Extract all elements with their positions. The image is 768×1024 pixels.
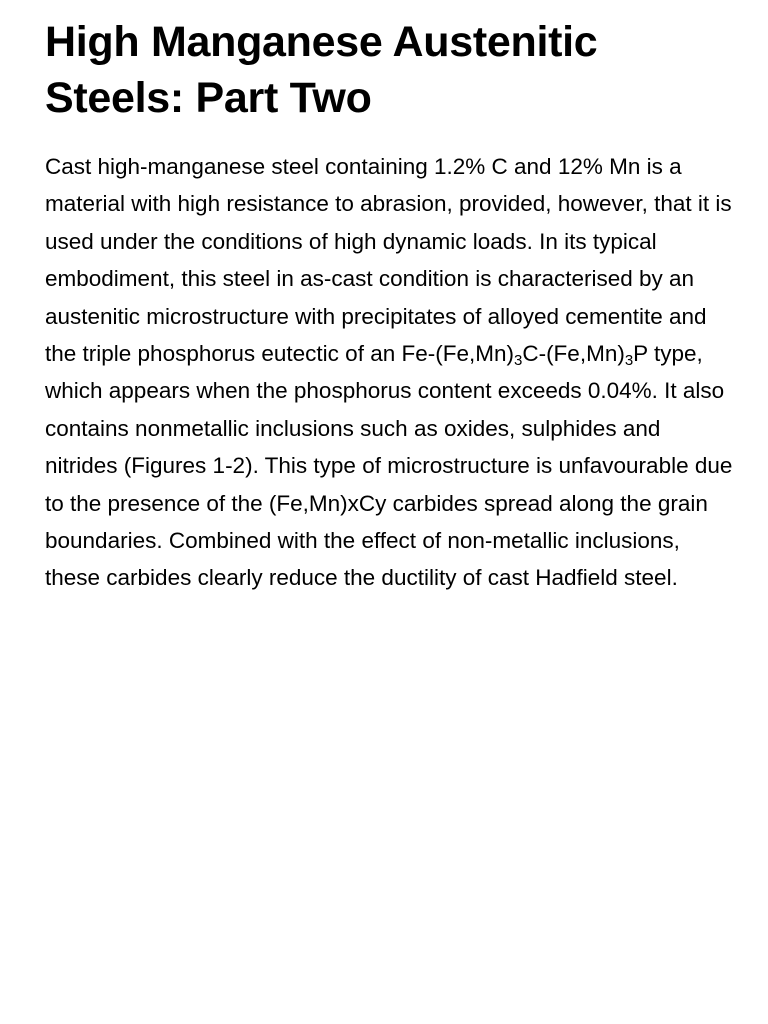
paragraph-text-part-3: P type, which appears when the phosphorus content exceeds 0.04%. It also contains nonmetallic inclusions such as oxides, sulphides and nitrides (Figures 1-2). This type of microstructure is unfavourable due to the presence of the (Fe,Mn)xCy carbides spread along the grain boundaries. Combined with the effect of non-metallic inclusions, these carbides clearly reduce the ductility of cast Hadfield steel. — [45, 341, 733, 591]
subscript-3: 3 — [513, 352, 523, 370]
subscript-3: 3 — [624, 352, 634, 370]
article-title: High Manganese Austenitic Steels: Part Two — [45, 18, 598, 122]
paragraph-text-part-1: Cast high-manganese steel containing 1.2% C and 12% Mn is a material with high resistance to abrasion, provided, however, that it is used under the conditions of high dynamic loads. In its typical embodiment, this steel in as-cast condition is characterised by an austenitic microstructure with precipitates of alloyed cementite and the triple phosphorus eutectic of an Fe-(Fe,Mn) — [45, 154, 732, 367]
article — [45, 14, 735, 597]
paragraph-text-part-2: C-(Fe,Mn) — [522, 341, 625, 367]
article-paragraph[interactable] — [45, 148, 735, 597]
